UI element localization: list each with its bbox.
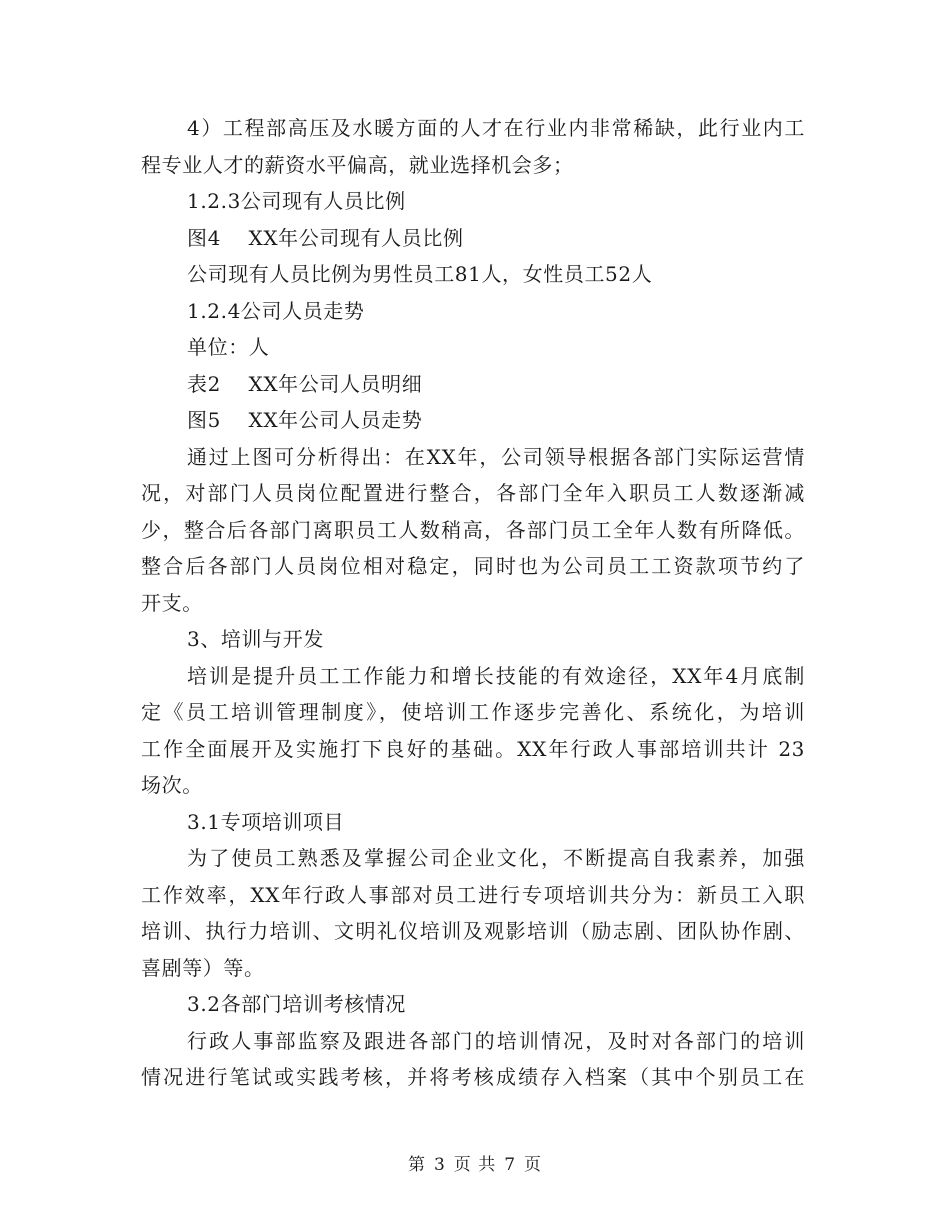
paragraph-line: 喜剧等）等。: [141, 955, 265, 980]
paragraph-line: 通过上图可分析得出：在XX年，公司领导根据各部门实际运营情: [187, 444, 805, 469]
section-heading: 3.2各部门培训考核情况: [187, 992, 407, 1016]
paragraph-line: 情况进行笔试或实践考核，并将考核成绩存入档案（其中个别员工在: [141, 1065, 805, 1089]
document-body: [141, 110, 805, 1096]
section-heading: 3.1专项培训项目: [187, 809, 345, 834]
footer-middle: 页 共: [453, 1155, 497, 1175]
unit-label: 单位：人: [187, 335, 270, 359]
paragraph-line: 况，对部门人员岗位配置进行整合，各部门全年入职员工人数逐渐减: [141, 481, 805, 505]
paragraph-line: 为了使员工熟悉及掌握公司企业文化，不断提高自我素养，加强: [187, 846, 805, 870]
footer-prefix: 第: [407, 1155, 426, 1175]
paragraph-line: 程专业人才的薪资水平偏高，就业选择机会多；: [141, 152, 574, 177]
paragraph-line: 开支。: [141, 590, 203, 615]
figure-caption: 图5 XX年公司人员走势: [187, 408, 423, 432]
paragraph-line: 定《员工培训管理制度》，使培训工作逐步完善化、系统化，为培训: [141, 700, 805, 724]
figure-caption: 图4 XX年公司现有人员比例: [187, 225, 464, 250]
footer-suffix: 页: [524, 1155, 543, 1175]
table-caption: 表2 XX年公司人员明细: [187, 371, 423, 396]
current-page-number: 3: [433, 1155, 446, 1175]
paragraph-line: 公司现有人员比例为男性员工81人，女性员工52人: [187, 262, 653, 286]
section-heading: 1.2.3公司现有人员比例: [187, 189, 406, 213]
paragraph-line: 整合后各部门人员岗位相对稳定，同时也为公司员工工资款项节约了: [141, 554, 805, 578]
paragraph-line: 4）工程部高压及水暖方面的人才在行业内非常稀缺，此行业内工: [187, 116, 805, 140]
paragraph-line: 场次。: [141, 773, 203, 797]
paragraph-line: 工作效率，XX年行政人事部对员工进行专项培训共分为：新员工入职: [141, 882, 805, 907]
paragraph-line: 培训、执行力培训、文明礼仪培训及观影培训（励志剧、团队协作剧、: [141, 919, 805, 943]
total-page-number: 7: [504, 1155, 517, 1175]
paragraph-line: 培训是提升员工工作能力和增长技能的有效途径，XX年4月底制: [187, 663, 805, 688]
paragraph-line: 工作全面展开及实施打下良好的基础。XX年行政人事部培训共计 23: [141, 736, 805, 761]
section-heading: 1.2.4公司人员走势: [187, 298, 365, 323]
page-footer: [0, 1150, 950, 1175]
paragraph-line: 行政人事部监察及跟进各部门的培训情况，及时对各部门的培训: [187, 1028, 805, 1053]
section-heading: 3、培训与开发: [187, 627, 324, 651]
paragraph-line: 少，整合后各部门离职员工人数稍高，各部门员工全年人数有所降低。: [141, 517, 805, 542]
